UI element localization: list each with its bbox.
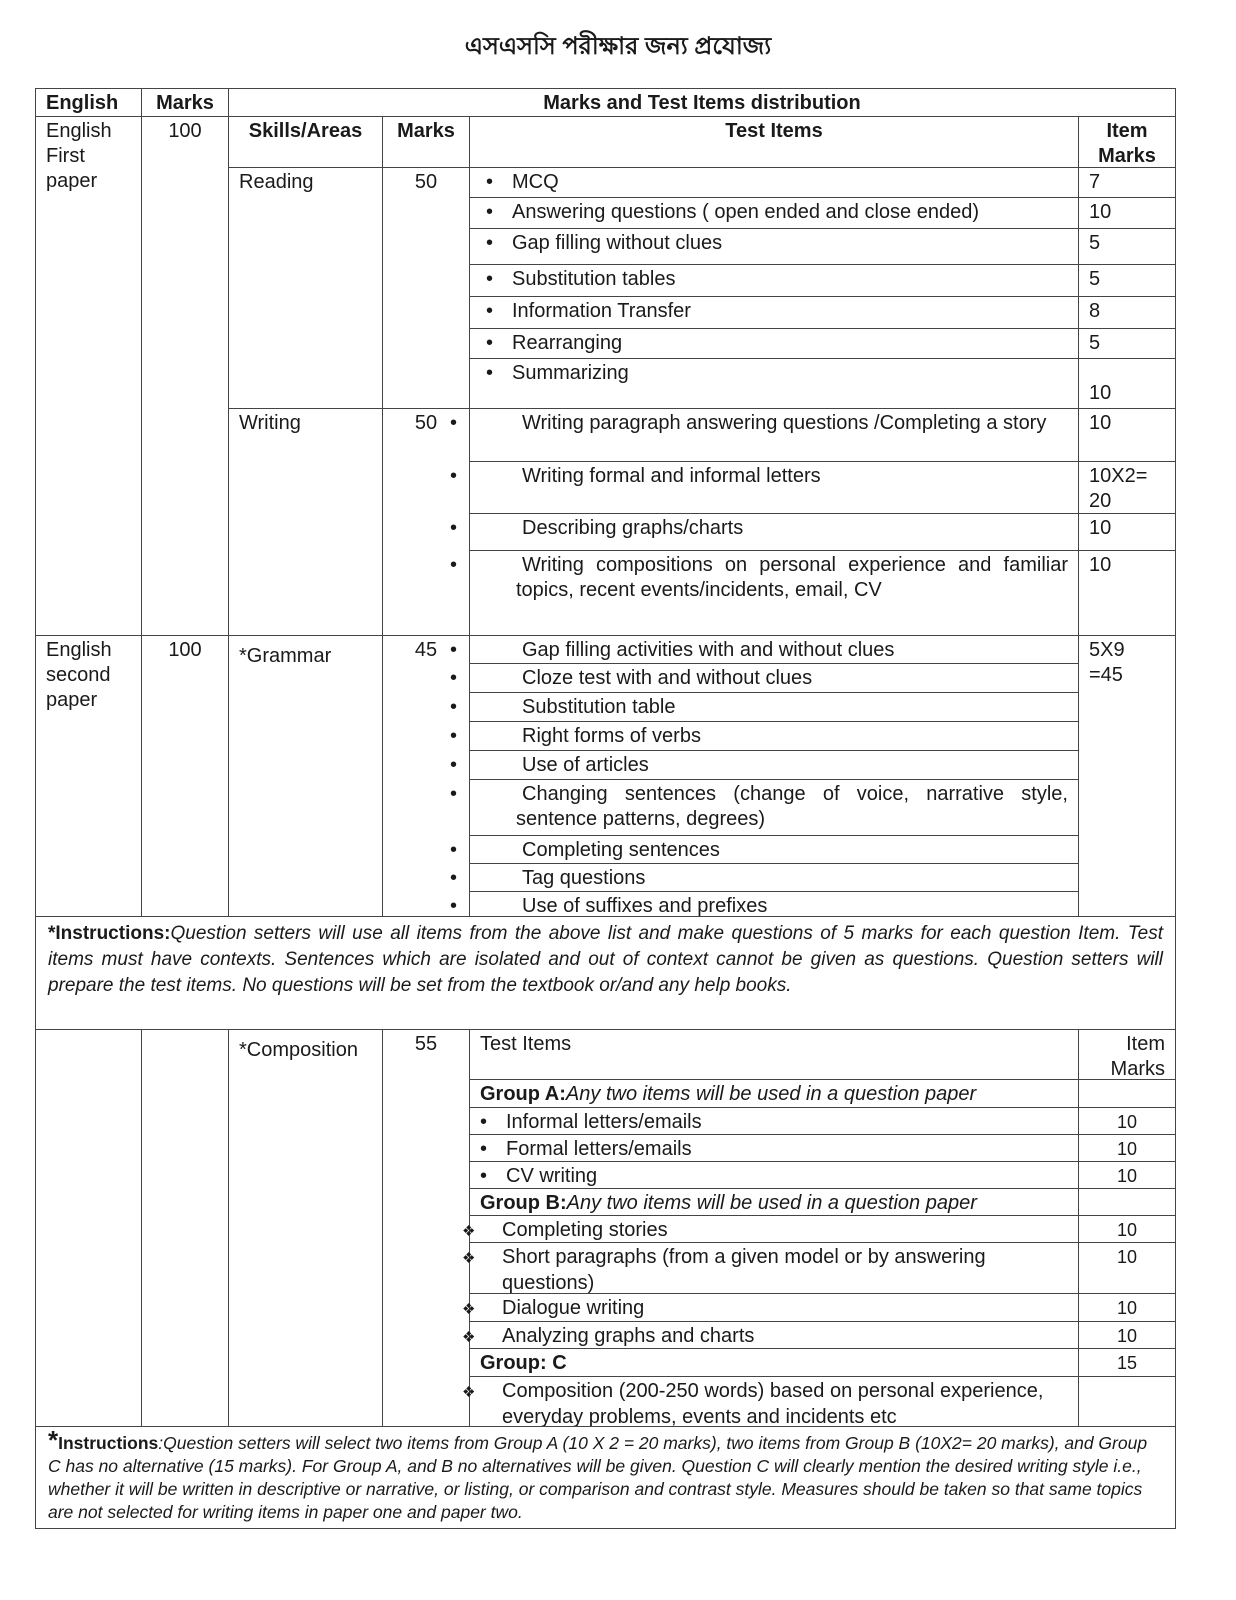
reading-item-marks-text: 7 [1089, 171, 1101, 193]
instructions-2-star: * [48, 1425, 59, 1455]
reading-item [469, 328, 1079, 359]
group-b-desc: Any two items will be used in a question paper [566, 1192, 977, 1214]
paper2-name-text: English second paper [46, 639, 112, 711]
writing-label [228, 408, 383, 636]
writing-label-text: Writing [239, 412, 301, 434]
col-test-items [469, 116, 1079, 168]
group-b-item-marks [1078, 1215, 1176, 1243]
composition-item-marks-text: Item Marks [1110, 1033, 1165, 1080]
group-a-item [469, 1107, 1079, 1135]
grammar-item-text: • Cloze test with and without clues [480, 666, 1068, 691]
reading-item-text: Summarizing [512, 362, 629, 384]
composition-marks [382, 1029, 470, 1427]
group-b-item-marks-text: 10 [1116, 1247, 1138, 1267]
writing-item-marks [1078, 461, 1176, 514]
reading-item-marks-text: 10 [1089, 382, 1112, 404]
paper2-name [35, 635, 142, 917]
writing-item [469, 513, 1079, 551]
col-skills-text: Skills/Areas [248, 120, 363, 142]
grammar-item [469, 779, 1079, 836]
group-a-item-marks-text: 10 [1116, 1139, 1138, 1159]
instructions-1-text: Question setters will use all items from the above list and make questions of 5 marks for each question Item. Test items must have contexts. Sentences which are isolated and out of context cannot be given as questions. Question setters will prepare the test items. No questions will be set from the textbook or/and any help books. [48, 923, 1163, 996]
grammar-item [469, 663, 1079, 693]
instructions-2 [35, 1426, 1176, 1529]
reading-item-marks [1078, 264, 1176, 297]
reading-marks-text: 50 [414, 171, 438, 193]
col-marks [382, 116, 470, 168]
reading-item-text: Gap filling without clues [512, 232, 723, 254]
group-c-marks-text: 15 [1116, 1353, 1138, 1373]
reading-item-marks-text: 5 [1089, 332, 1101, 354]
writing-item-marks [1078, 513, 1176, 551]
writing-item-marks [1078, 550, 1176, 636]
composition-label [228, 1029, 383, 1427]
reading-label-text: Reading [239, 171, 314, 193]
writing-item [469, 550, 1079, 636]
paper1-name [35, 116, 142, 636]
reading-item-marks [1078, 197, 1176, 229]
grammar-item-text: • Use of suffixes and prefixes [480, 894, 1068, 919]
reading-item [469, 228, 1079, 265]
group-b-item-marks-text: 10 [1116, 1298, 1138, 1318]
instructions-1-star: * [48, 923, 56, 944]
composition-test-items [469, 1029, 1079, 1080]
group-b-item [469, 1215, 1079, 1243]
header-english-text: English [46, 92, 119, 114]
group-a-item-text: Informal letters/emails [506, 1111, 702, 1133]
empty-cell [35, 1029, 142, 1427]
grammar-item-marks-text: 5X9 =45 [1089, 639, 1125, 686]
group-a-item [469, 1161, 1079, 1189]
group-a-item-marks-text: 10 [1116, 1112, 1138, 1132]
instructions-2-label: Instructions [58, 1433, 159, 1453]
empty-cell [1078, 1188, 1176, 1216]
reading-item [469, 358, 1079, 409]
composition-test-items-text: Test Items [480, 1033, 572, 1055]
reading-item [469, 197, 1079, 229]
group-c-label [469, 1348, 1079, 1377]
empty-cell [141, 1029, 229, 1427]
reading-item-marks-text: 10 [1089, 201, 1112, 223]
grammar-item-text: • Use of articles [480, 753, 1068, 778]
group-a-item-marks [1078, 1107, 1176, 1135]
writing-marks-text: 50 [414, 412, 438, 434]
grammar-item-text: • Completing sentences [480, 838, 1068, 863]
writing-item-marks-text: 10 [1089, 554, 1112, 576]
group-a-item-marks-text: 10 [1116, 1166, 1138, 1186]
group-c-item-text: ❖ Composition (200-250 words) based on personal experience, everyday problems, events and incidents etc [480, 1379, 1068, 1430]
group-c-item [469, 1376, 1079, 1427]
group-b-item-marks-text: 10 [1116, 1220, 1138, 1240]
grammar-marks-text: 45 [414, 639, 438, 661]
document-title: এসএসসি পরীক্ষার জন্য প্রযোজ্য [464, 33, 772, 60]
composition-item-marks [1078, 1029, 1176, 1080]
grammar-item [469, 891, 1079, 917]
instructions-2-text: :Question setters will select two items from Group A (10 X 2 = 20 marks), two items from Group B (10X2= 20 marks), and Group C has no alternative (15 marks). For Group A, and B no alternatives will be given. Question C will clearly mention the desired writing style i.e., whether it will be written in descriptive or narrative, or listing, or comparison and contrast style. Measures should be taken so that same topics are not selected for writing items in paper one and paper two. [48, 1433, 1148, 1522]
header-distribution-text: Marks and Test Items distribution [543, 92, 861, 114]
grammar-label [228, 635, 383, 917]
group-b-item-marks-text: 10 [1116, 1326, 1138, 1346]
instructions-1 [35, 916, 1176, 1030]
grammar-item [469, 635, 1079, 664]
paper1-name-text: English First paper [46, 120, 112, 192]
paper1-marks-text: 100 [168, 120, 202, 142]
reading-item-marks [1078, 358, 1176, 409]
writing-item [469, 461, 1079, 514]
empty-cell [1078, 1079, 1176, 1108]
group-a-item [469, 1134, 1079, 1162]
grammar-item [469, 692, 1079, 722]
reading-item-marks-text: 5 [1089, 268, 1101, 290]
group-b [469, 1188, 1079, 1216]
group-b-item-text: ❖ Completing stories [480, 1218, 1068, 1244]
header-marks-text: Marks [156, 92, 214, 114]
composition-marks-text: 55 [414, 1033, 438, 1055]
group-a-item-marks [1078, 1134, 1176, 1162]
instructions-1-label: Instructions: [55, 923, 171, 944]
group-c-label-text: Group: C [480, 1352, 567, 1374]
reading-item-text: Answering questions ( open ended and close ended) [512, 201, 979, 223]
group-b-item [469, 1321, 1079, 1349]
group-b-item [469, 1242, 1079, 1294]
group-b-item [469, 1293, 1079, 1322]
grammar-item-text: • Tag questions [480, 866, 1068, 891]
reading-item-text: Rearranging [512, 332, 623, 354]
reading-item [469, 296, 1079, 329]
grammar-label-text: *Grammar [239, 645, 332, 667]
header-marks [141, 88, 229, 117]
writing-item [469, 408, 1079, 462]
col-test-items-text: Test Items [725, 120, 823, 142]
group-b-item-text: ❖ Analyzing graphs and charts [480, 1324, 1068, 1350]
writing-item-marks-text: 10 [1089, 517, 1112, 539]
writing-item-text: • Writing paragraph answering questions /Completing a story [480, 411, 1068, 436]
reading-item-text: Substitution tables [512, 268, 676, 290]
grammar-item-text: • Right forms of verbs [480, 724, 1068, 749]
header-distribution [228, 88, 1176, 117]
group-b-item-text: ❖ Short paragraphs (from a given model or by answering questions) [480, 1245, 1068, 1296]
grammar-item-text: • Substitution table [480, 695, 1068, 720]
reading-item-text: MCQ [512, 171, 559, 193]
composition-label-text: *Composition [239, 1039, 358, 1061]
group-a-label: Group A: [480, 1083, 566, 1105]
paper1-marks [141, 116, 229, 636]
paper2-marks-text: 100 [168, 639, 202, 661]
reading-item [469, 167, 1079, 198]
reading-item-text: Information Transfer [512, 300, 691, 322]
reading-item [469, 264, 1079, 297]
group-a-item-marks [1078, 1161, 1176, 1189]
header-english [35, 88, 142, 117]
group-a [469, 1079, 1079, 1108]
col-skills [228, 116, 383, 168]
grammar-item-marks [1078, 635, 1176, 917]
group-a-item-text: Formal letters/emails [506, 1138, 692, 1160]
grammar-item-text: • Gap filling activities with and without clues [480, 638, 1068, 663]
group-b-item-marks [1078, 1293, 1176, 1322]
group-b-item-text: ❖ Dialogue writing [480, 1296, 1068, 1322]
reading-item-marks [1078, 328, 1176, 359]
writing-item-text: • Writing compositions on personal experience and familiar topics, recent events/incidents, email, CV [480, 553, 1068, 603]
group-b-item-marks [1078, 1321, 1176, 1349]
writing-item-text: • Writing formal and informal letters [480, 464, 1068, 489]
col-item-marks [1078, 116, 1176, 168]
grammar-item-text: • Changing sentences (change of voice, narrative style, sentence patterns, degrees) [480, 782, 1068, 832]
grammar-item [469, 750, 1079, 780]
group-b-item-marks [1078, 1242, 1176, 1294]
group-b-label: Group B: [480, 1192, 567, 1214]
col-marks-text: Marks [397, 120, 455, 142]
reading-item-marks [1078, 296, 1176, 329]
grammar-item [469, 835, 1079, 864]
reading-item-marks-text: 8 [1089, 300, 1101, 322]
col-item-marks-text: Item Marks [1098, 120, 1156, 167]
reading-item-marks [1078, 228, 1176, 265]
group-a-desc: Any two items will be used in a question paper [565, 1083, 977, 1105]
group-c-marks [1078, 1348, 1176, 1377]
writing-item-marks [1078, 408, 1176, 462]
grammar-item [469, 721, 1079, 751]
group-a-item-text: CV writing [506, 1165, 598, 1187]
reading-marks [382, 167, 470, 409]
writing-item-marks-text: 10 [1089, 412, 1112, 434]
empty-cell [1078, 1376, 1176, 1427]
grammar-item [469, 863, 1079, 892]
writing-item-marks-text: 10X2= 20 [1089, 465, 1148, 512]
writing-item-text: • Describing graphs/charts [480, 516, 1068, 541]
reading-label [228, 167, 383, 409]
reading-item-marks-text: 5 [1089, 232, 1101, 254]
reading-item-marks [1078, 167, 1176, 198]
paper2-marks [141, 635, 229, 917]
